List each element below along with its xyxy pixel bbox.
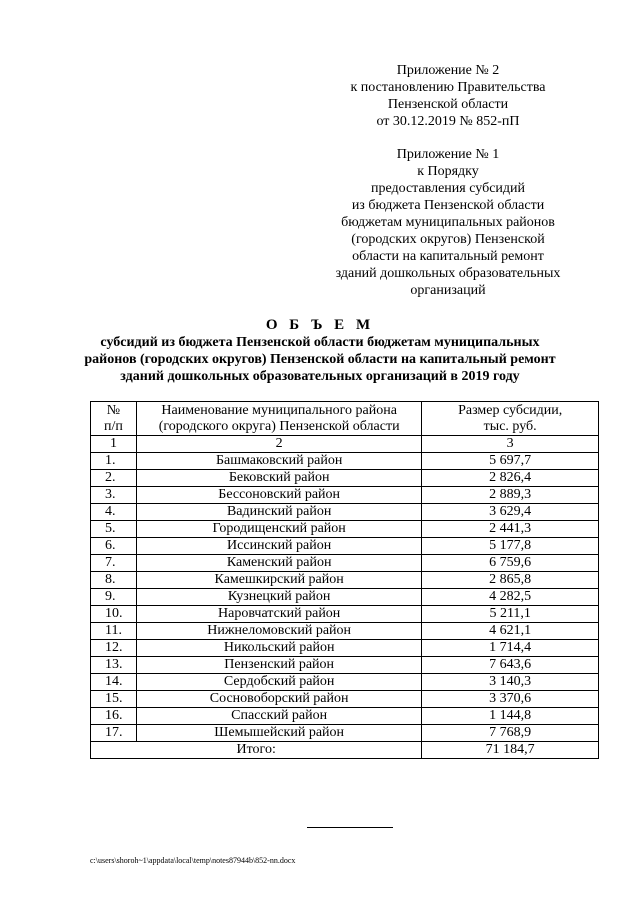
subsidy-table	[90, 401, 599, 759]
appendix-2-line: от 30.12.2019 № 852-пП	[376, 114, 520, 129]
table-row	[91, 572, 599, 589]
row-number: 9.	[91, 589, 137, 606]
appendix-2-line: Пензенской области	[387, 97, 509, 112]
table-row	[91, 555, 599, 572]
district-name: Камешкирский район	[136, 572, 421, 589]
row-number: 5.	[91, 521, 137, 538]
table-row	[91, 657, 599, 674]
appendix-1-line: области на капитальный ремонт	[352, 249, 544, 264]
table-row	[91, 521, 599, 538]
district-name: Бессоновский район	[136, 487, 421, 504]
appendix-2-block	[300, 62, 596, 130]
row-number: 1.	[91, 453, 137, 470]
subsidy-amount: 7 768,9	[422, 725, 599, 742]
table-row	[91, 589, 599, 606]
subsidy-amount: 2 441,3	[422, 521, 599, 538]
district-name: Пензенский район	[136, 657, 421, 674]
district-name: Никольский район	[136, 640, 421, 657]
header-name: Наименование муниципального района (городского округа) Пензенской области	[136, 402, 421, 436]
row-number: 8.	[91, 572, 137, 589]
header-amount: Размер субсидии, тыс. руб.	[422, 402, 599, 436]
appendix-1-line: предоставления субсидий	[370, 181, 526, 196]
appendix-1-line: бюджетам муниципальных районов	[341, 215, 555, 230]
subsidy-amount: 1 144,8	[422, 708, 599, 725]
appendix-1-block	[300, 146, 596, 299]
table-row	[91, 708, 599, 725]
title-line: субсидий из бюджета Пензенской области бюджетам муниципальных	[100, 335, 540, 350]
subsidy-amount: 5 697,7	[422, 453, 599, 470]
appendix-1-line: к Порядку	[417, 164, 479, 179]
subsidy-amount: 2 889,3	[422, 487, 599, 504]
subsidy-amount: 7 643,6	[422, 657, 599, 674]
row-number: 3.	[91, 487, 137, 504]
total-row	[91, 742, 599, 759]
subsidy-amount: 1 714,4	[422, 640, 599, 657]
row-number: 14.	[91, 674, 137, 691]
title-line: зданий дошкольных образовательных организаций в 2019 году	[120, 369, 520, 384]
row-number: 15.	[91, 691, 137, 708]
district-name: Иссинский район	[136, 538, 421, 555]
district-name: Каменский район	[136, 555, 421, 572]
district-name: Наровчатский район	[136, 606, 421, 623]
table-row	[91, 674, 599, 691]
row-number: 4.	[91, 504, 137, 521]
document-title	[60, 317, 580, 385]
appendix-1-line: зданий дошкольных образовательных	[335, 266, 561, 281]
title-line: районов (городских округов) Пензенской области на капитальный ремонт	[84, 352, 556, 367]
district-name: Башмаковский район	[136, 453, 421, 470]
table-row	[91, 487, 599, 504]
separator-line	[307, 827, 393, 828]
table-row	[91, 606, 599, 623]
subsidy-amount: 2 865,8	[422, 572, 599, 589]
row-number: 12.	[91, 640, 137, 657]
district-name: Кузнецкий район	[136, 589, 421, 606]
total-label: Итого:	[91, 742, 422, 759]
subsidy-amount: 5 177,8	[422, 538, 599, 555]
subsidy-amount: 3 370,6	[422, 691, 599, 708]
row-number: 17.	[91, 725, 137, 742]
appendix-2-line: Приложение № 2	[396, 63, 500, 78]
district-name: Городищенский район	[136, 521, 421, 538]
table-row	[91, 623, 599, 640]
row-number: 16.	[91, 708, 137, 725]
table-row	[91, 691, 599, 708]
table-row	[91, 453, 599, 470]
total-amount: 71 184,7	[422, 742, 599, 759]
column-numbers-row	[91, 436, 599, 453]
appendix-1-line: (городских округов) Пензенской	[351, 232, 545, 247]
row-number: 2.	[91, 470, 137, 487]
column-number: 2	[136, 436, 421, 453]
header-number: № п/п	[91, 402, 137, 436]
table-row	[91, 640, 599, 657]
table-row	[91, 725, 599, 742]
subsidy-amount: 6 759,6	[422, 555, 599, 572]
column-number: 1	[91, 436, 137, 453]
table-row	[91, 504, 599, 521]
subsidy-amount: 3 629,4	[422, 504, 599, 521]
district-name: Шемышейский район	[136, 725, 421, 742]
row-number: 13.	[91, 657, 137, 674]
table-row	[91, 538, 599, 555]
table-header-row	[91, 402, 599, 436]
appendix-2-line: к постановлению Правительства	[350, 80, 546, 95]
title-heading: О Б Ъ Е М	[265, 317, 375, 333]
district-name: Сердобский район	[136, 674, 421, 691]
district-name: Сосновоборский район	[136, 691, 421, 708]
district-name: Бековский район	[136, 470, 421, 487]
district-name: Вадинский район	[136, 504, 421, 521]
appendix-1-line: из бюджета Пензенской области	[351, 198, 545, 213]
appendix-1-line: организаций	[410, 283, 486, 298]
subsidy-amount: 4 621,1	[422, 623, 599, 640]
row-number: 10.	[91, 606, 137, 623]
file-path: c:\users\shoroh~1\appdata\local\temp\notes87944b\852-nn.docx	[90, 856, 296, 865]
column-number: 3	[422, 436, 599, 453]
row-number: 7.	[91, 555, 137, 572]
table-body	[91, 453, 599, 742]
row-number: 6.	[91, 538, 137, 555]
appendix-1-line: Приложение № 1	[396, 147, 500, 162]
subsidy-amount: 5 211,1	[422, 606, 599, 623]
row-number: 11.	[91, 623, 137, 640]
district-name: Спасский район	[136, 708, 421, 725]
subsidy-amount: 3 140,3	[422, 674, 599, 691]
subsidy-amount: 4 282,5	[422, 589, 599, 606]
subsidy-amount: 2 826,4	[422, 470, 599, 487]
district-name: Нижнеломовский район	[136, 623, 421, 640]
table-row	[91, 470, 599, 487]
